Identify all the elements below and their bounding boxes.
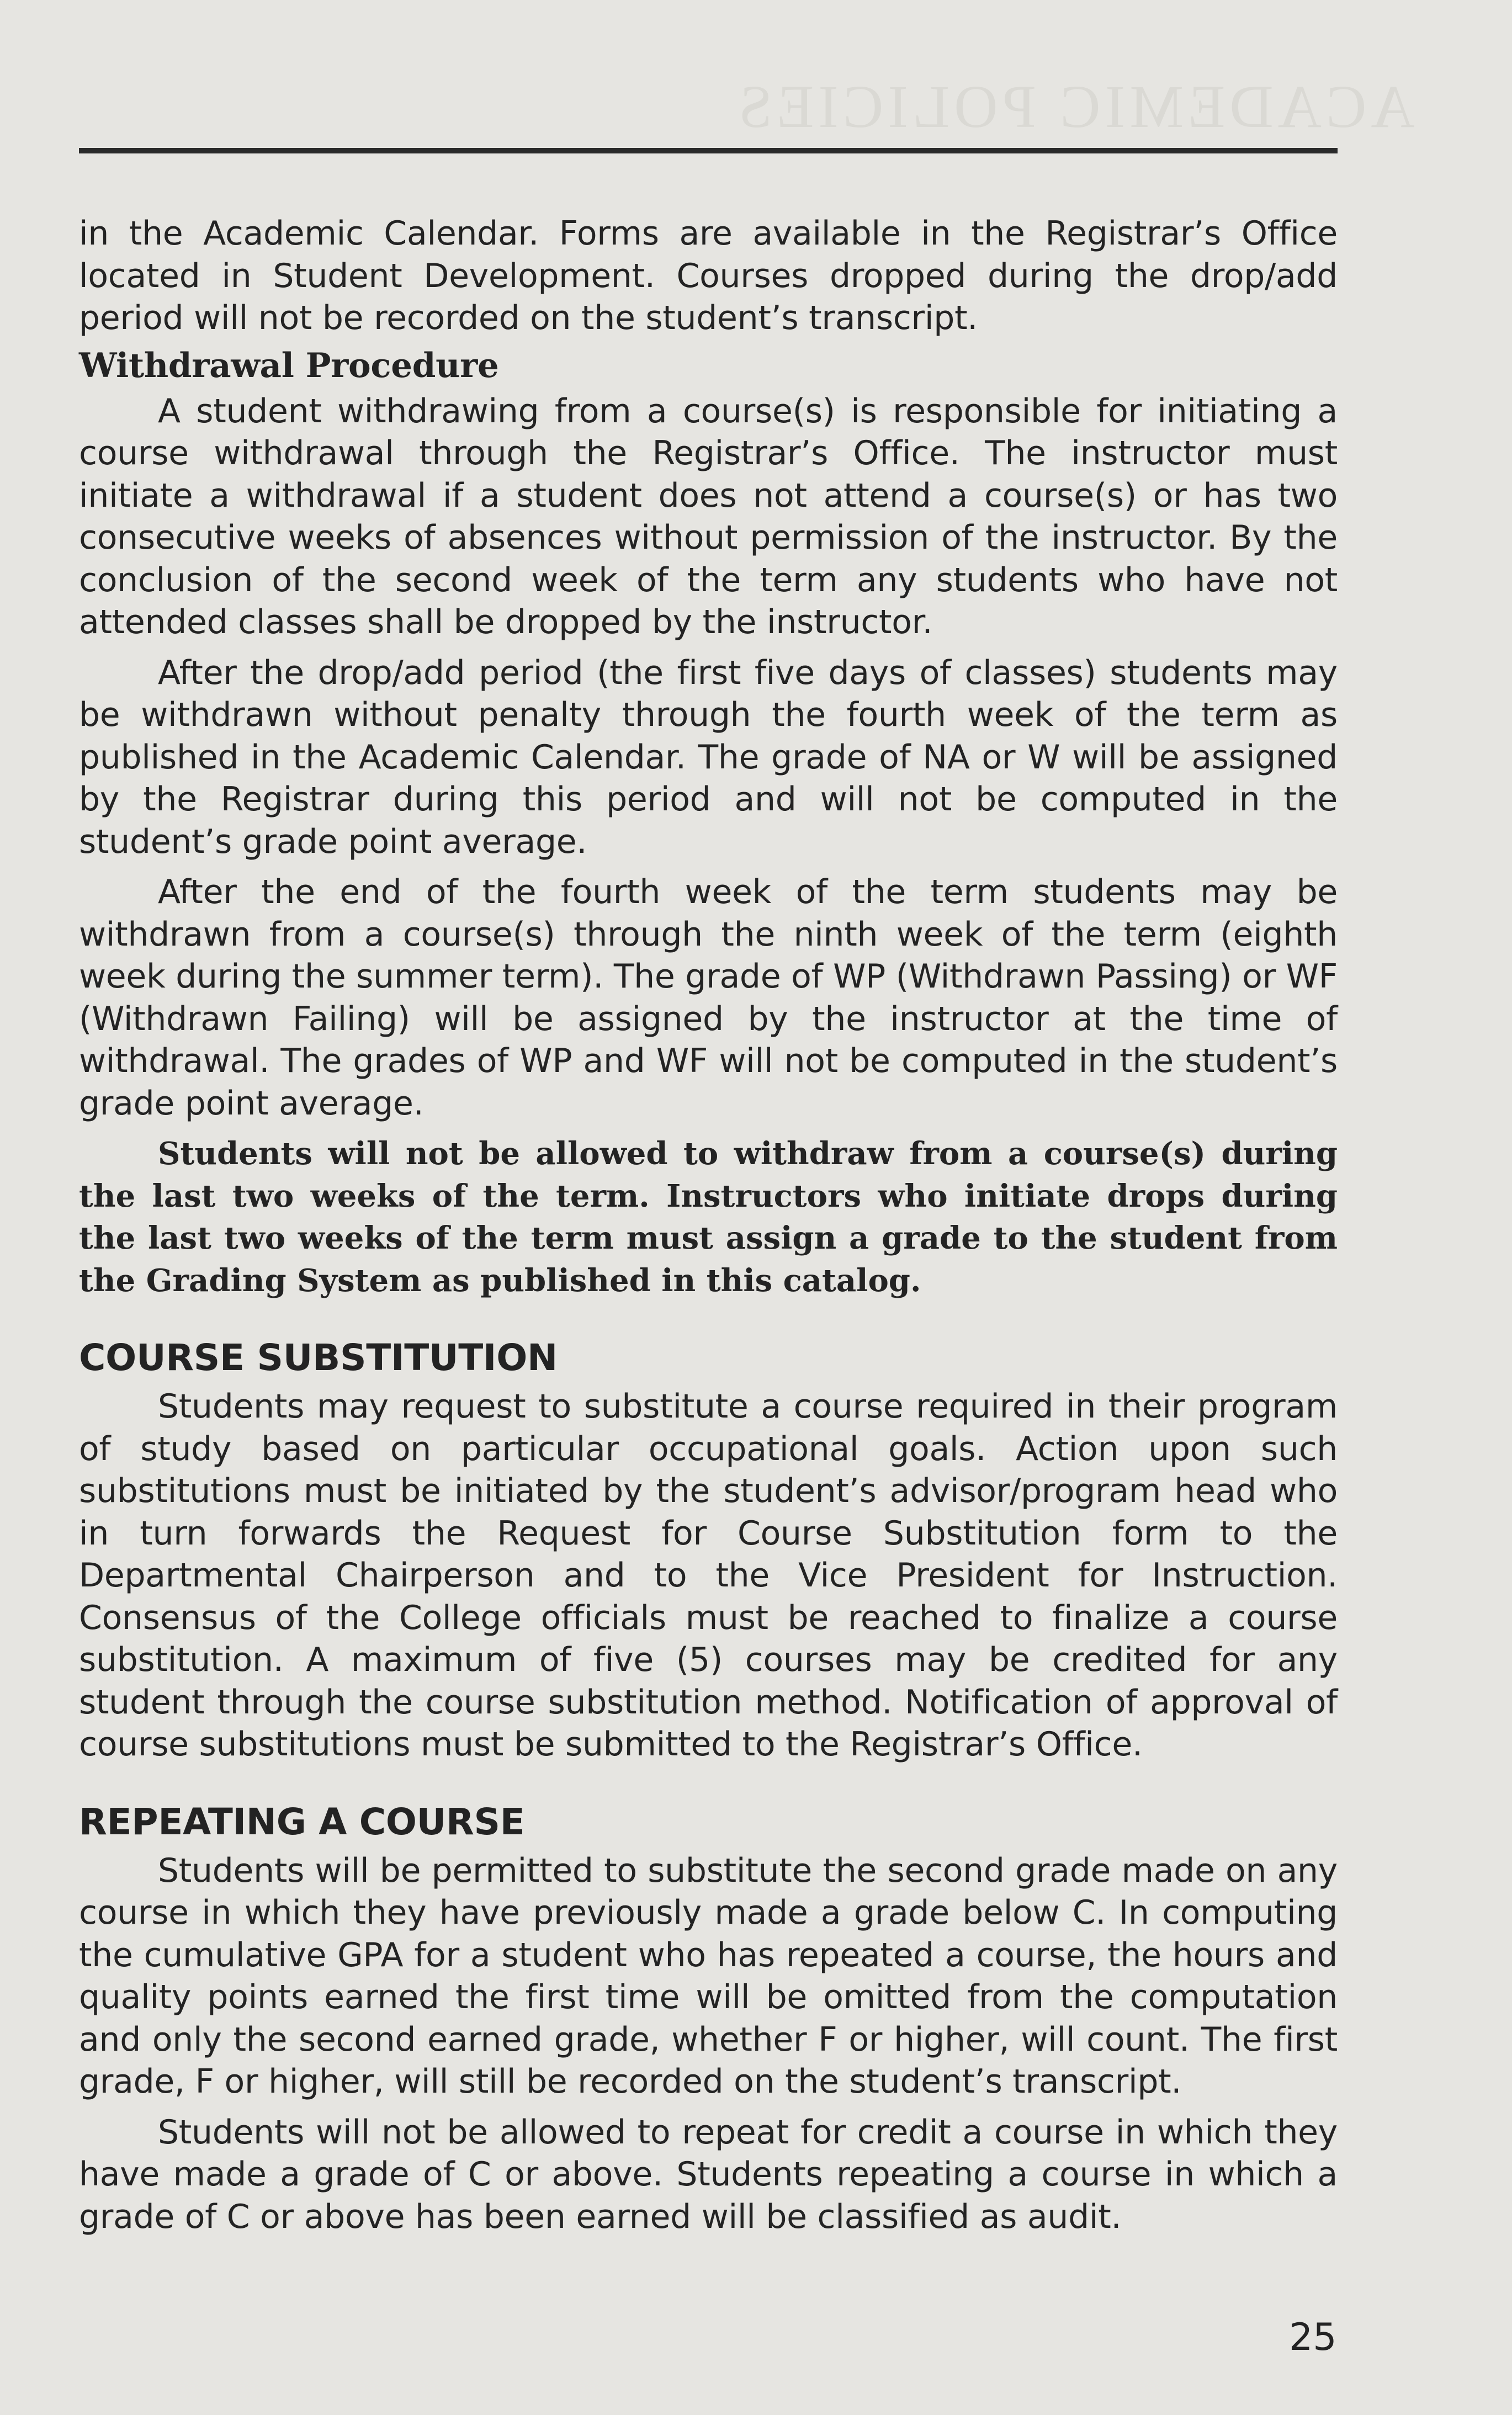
repeating-course-heading: REPEATING A COURSE	[79, 1800, 525, 1843]
course-substitution-heading: COURSE SUBSTITUTION	[79, 1336, 558, 1379]
repeating-course-paragraph-1: Students will be permitted to substitute the second grade made on any course in which they have previously made a grade below C. In computing the cumulative GPA for a student who has repeated a course, the hours and quality points earned the first time will be omitted from the computation and only the second earned grade, whether F or higher, will count. The first grade, F or higher, will still be recorded on the student’s transcript.	[79, 1851, 1338, 2101]
withdrawal-paragraph-3: After the end of the fourth week of the term students may be withdrawn from a course(s) through the ninth week of the term (eighth week during the summer term). The grade of WP (Withdrawn Passing) or WF (Withdrawn Failing) will be assigned by the instructor at the time of withdrawal. The grades of WP and WF will not be computed in the student’s grade point average.	[79, 873, 1338, 1123]
withdrawal-heading: Withdrawal Procedure	[79, 346, 499, 385]
withdrawal-paragraph-2: After the drop/add period (the first five days of classes) students may be withdrawn without penalty through the fourth week of the term as published in the Academic Calendar. The grade of NA or W will be assigned by the Registrar during this period and will not be computed in the student’s grade point average.	[79, 653, 1338, 861]
repeating-course-paragraph-2: Students will not be allowed to repeat for credit a course in which they have made a grade of C or above. Students repeating a course in which a grade of C or above has been earned will be classified as audit.	[79, 2113, 1338, 2236]
withdrawal-bold-notice: Students will not be allowed to withdraw from a course(s) during the last two weeks of the term. Instructors who initiate drops during the last two weeks of the term must assign a grade to the student from the Grading System as published in this catalog.	[79, 1135, 1338, 1299]
bleed-through-header: ACADEMIC POLICIES	[734, 73, 1415, 140]
page-number: 25	[1289, 2316, 1337, 2359]
intro-paragraph: in the Academic Calendar. Forms are available in the Registrar’s Office located in Student Development. Courses dropped during the drop/add period will not be recorded on the student’s transcript.	[79, 214, 1338, 337]
header-rule	[79, 148, 1338, 153]
course-substitution-paragraph: Students may request to substitute a course required in their program of study based on particular occupational goals. Action upon such substitutions must be initiated by the student’s advisor/program head who in turn forwards the Request for Course Substitution form to the Departmental Chairperson and to the Vice President for Instruction. Consensus of the College officials must be reached to finalize a course substitution. A maximum of five (5) courses may be credited for any student through the course substitution method. Notification of approval of course substitutions must be submitted to the Registrar’s Office.	[79, 1387, 1338, 1764]
withdrawal-paragraph-1: A student withdrawing from a course(s) is responsible for initiating a course withdrawal through the Registrar’s Office. The instructor must initiate a withdrawal if a student does not attend a course(s) or has two consecutive weeks of absences without permission of the instructor. By the conclusion of the second week of the term any students who have not attended classes shall be dropped by the instructor.	[79, 391, 1338, 641]
page-content	[79, 213, 1338, 2238]
